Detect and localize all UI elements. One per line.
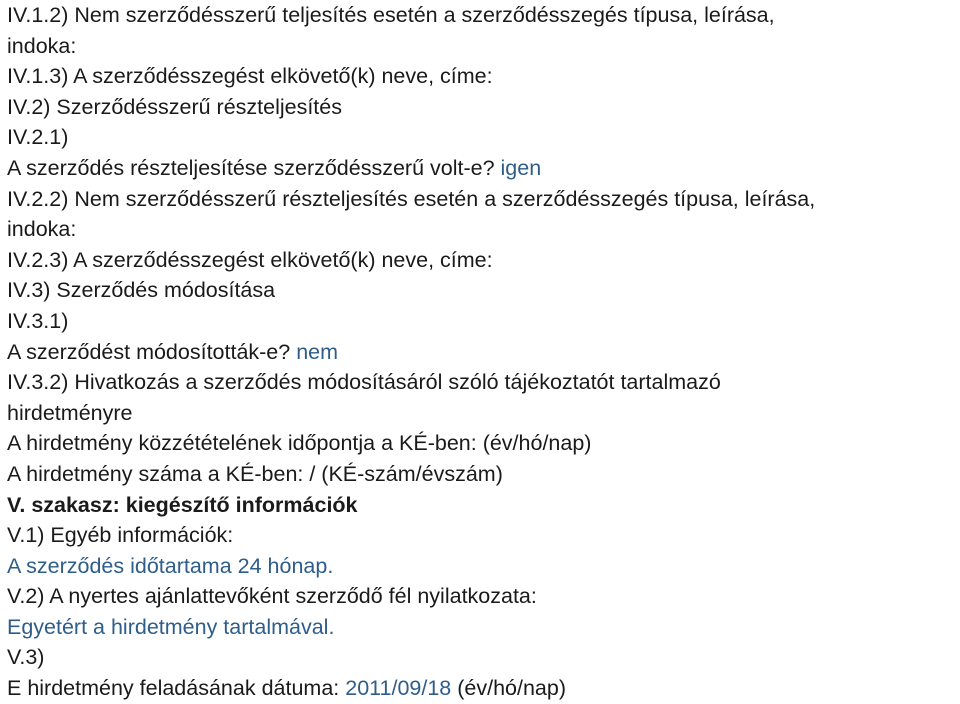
submission-date-value: 2011/09/18 [345,676,452,701]
section-iv-3-2-heading: IV.3.2) Hivatkozás a szerződés módosításáról szóló tájékoztatót tartalmazó [7,370,721,395]
section-iv-3-1-answer: nem [296,339,339,364]
section-iv-2-3-heading: IV.2.3) A szerződésszegést elkövető(k) neve, címe: [7,247,493,272]
publication-date-label: A hirdetmény közzétételének időpontja a KÉ-ben: (év/hó/nap) [7,431,592,456]
submission-date-label: E hirdetmény feladásának dátuma: [7,676,346,701]
document-body [7,0,957,704]
section-iv-2-1-answer: igen [500,155,542,180]
section-iv-3-1-number: IV.3.1) [7,308,69,333]
section-iv-3-heading: IV.3) Szerződés módosítása [7,278,276,303]
section-iv-2-2-heading: IV.2.2) Nem szerződésszerű részteljesítés esetén a szerződésszegés típusa, leírása, [7,186,816,211]
section-iv-2-2-heading-cont: indoka: [7,217,77,242]
section-v-heading: V. szakasz: kiegészítő információk [7,492,358,517]
section-iv-2-1-question-line [7,153,957,184]
section-v-1-answer: A szerződés időtartama 24 hónap. [7,553,334,578]
submission-date-format: (év/hó/nap) [451,676,566,701]
publication-number-label: A hirdetmény száma a KÉ-ben: / (KÉ-szám/évszám) [7,461,503,486]
submission-date-line [7,673,957,704]
section-iv-3-1-question-line [7,337,957,368]
section-iv-1-2-heading-cont: indoka: [7,33,77,58]
section-v-3-number: V.3) [7,645,45,670]
section-iv-1-2-heading: IV.1.2) Nem szerződésszerű teljesítés esetén a szerződésszegés típusa, leírása, [7,3,775,27]
section-v-2-answer: Egyetért a hirdetmény tartalmával. [7,614,335,639]
section-iv-2-1-number: IV.2.1) [7,125,69,150]
section-iv-2-1-question: A szerződés részteljesítése szerződésszerű volt-e? [7,155,501,180]
section-iv-3-1-question: A szerződést módosították-e? [7,339,297,364]
section-v-2-heading: V.2) A nyertes ajánlattevőként szerződő fél nyilatkozata: [7,584,537,609]
section-iv-1-3-heading: IV.1.3) A szerződésszegést elkövető(k) neve, címe: [7,64,493,89]
section-iv-2-heading: IV.2) Szerződésszerű részteljesítés [7,94,342,119]
section-v-1-heading: V.1) Egyéb információk: [7,523,234,548]
section-iv-3-2-heading-cont: hirdetményre [7,400,133,425]
